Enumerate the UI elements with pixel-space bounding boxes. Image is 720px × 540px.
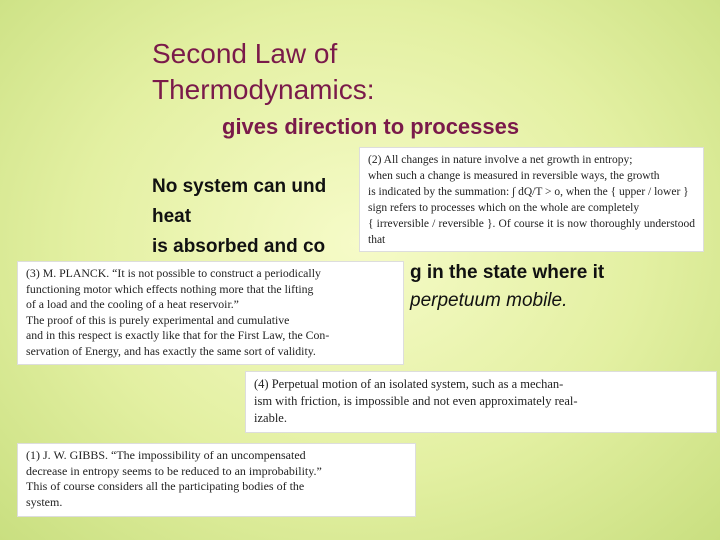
title-line-2: Thermodynamics: [152, 74, 375, 105]
body-line-1: No system can und [152, 176, 327, 197]
clip2-line: sign refers to processes which on the whole are completely [368, 202, 640, 214]
slide-title [152, 36, 375, 108]
clip4-line: (4) Perpetual motion of an isolated system, such as a mechan- [254, 377, 564, 391]
clip2-line: { irreversible / reversible }. Of course it is now thoroughly understood that [368, 218, 695, 246]
clip3-line: servation of Energy, and has exactly the same sort of validity. [26, 343, 316, 358]
clip3-line: functioning motor which effects nothing more that the lifting [26, 281, 314, 296]
clip2-line: when such a change is measured in reversible ways, the growth [368, 170, 660, 182]
body-line-3: is absorbed and co [152, 236, 326, 257]
clip2-line: (2) All changes in nature involve a net growth in entropy; [368, 154, 633, 166]
body-line-2: heat [152, 206, 192, 227]
clip1-line: decrease in entropy seems to be reduced to an improbability.” [26, 463, 322, 478]
clip4-line: ism with friction, is impossible and not even approximately real- [254, 394, 578, 408]
quote-clip-planck [18, 262, 403, 364]
clip3-line: of a load and the cooling of a heat reservoir.” [26, 297, 239, 312]
quote-clip-entropy-growth [360, 148, 703, 251]
body-line-4: g in the state where it [410, 262, 605, 283]
clip3-line: and in this respect is exactly like that for the First Law, the Con- [26, 328, 330, 343]
title-line-1: Second Law of [152, 38, 338, 69]
body-line-5: perpetuum mobile. [410, 290, 568, 311]
clip1-line: system. [26, 494, 63, 509]
clip4-line: izable. [254, 411, 287, 425]
clip2-line: is indicated by the summation: ∫ dQ/T > o, when the { upper / lower } [368, 186, 689, 198]
slide-subtitle: gives direction to processes [222, 114, 520, 139]
quote-clip-perpetual-motion [246, 372, 716, 432]
clip3-line: (3) M. PLANCK. “It is not possible to construct a periodically [26, 266, 321, 280]
quote-clip-gibbs [18, 444, 415, 516]
clip1-line: This of course considers all the participating bodies of the [26, 479, 305, 493]
clip3-line: The proof of this is purely experimental and cumulative [26, 312, 290, 327]
clip1-line: (1) J. W. GIBBS. “The impossibility of an uncompensated [26, 448, 306, 462]
